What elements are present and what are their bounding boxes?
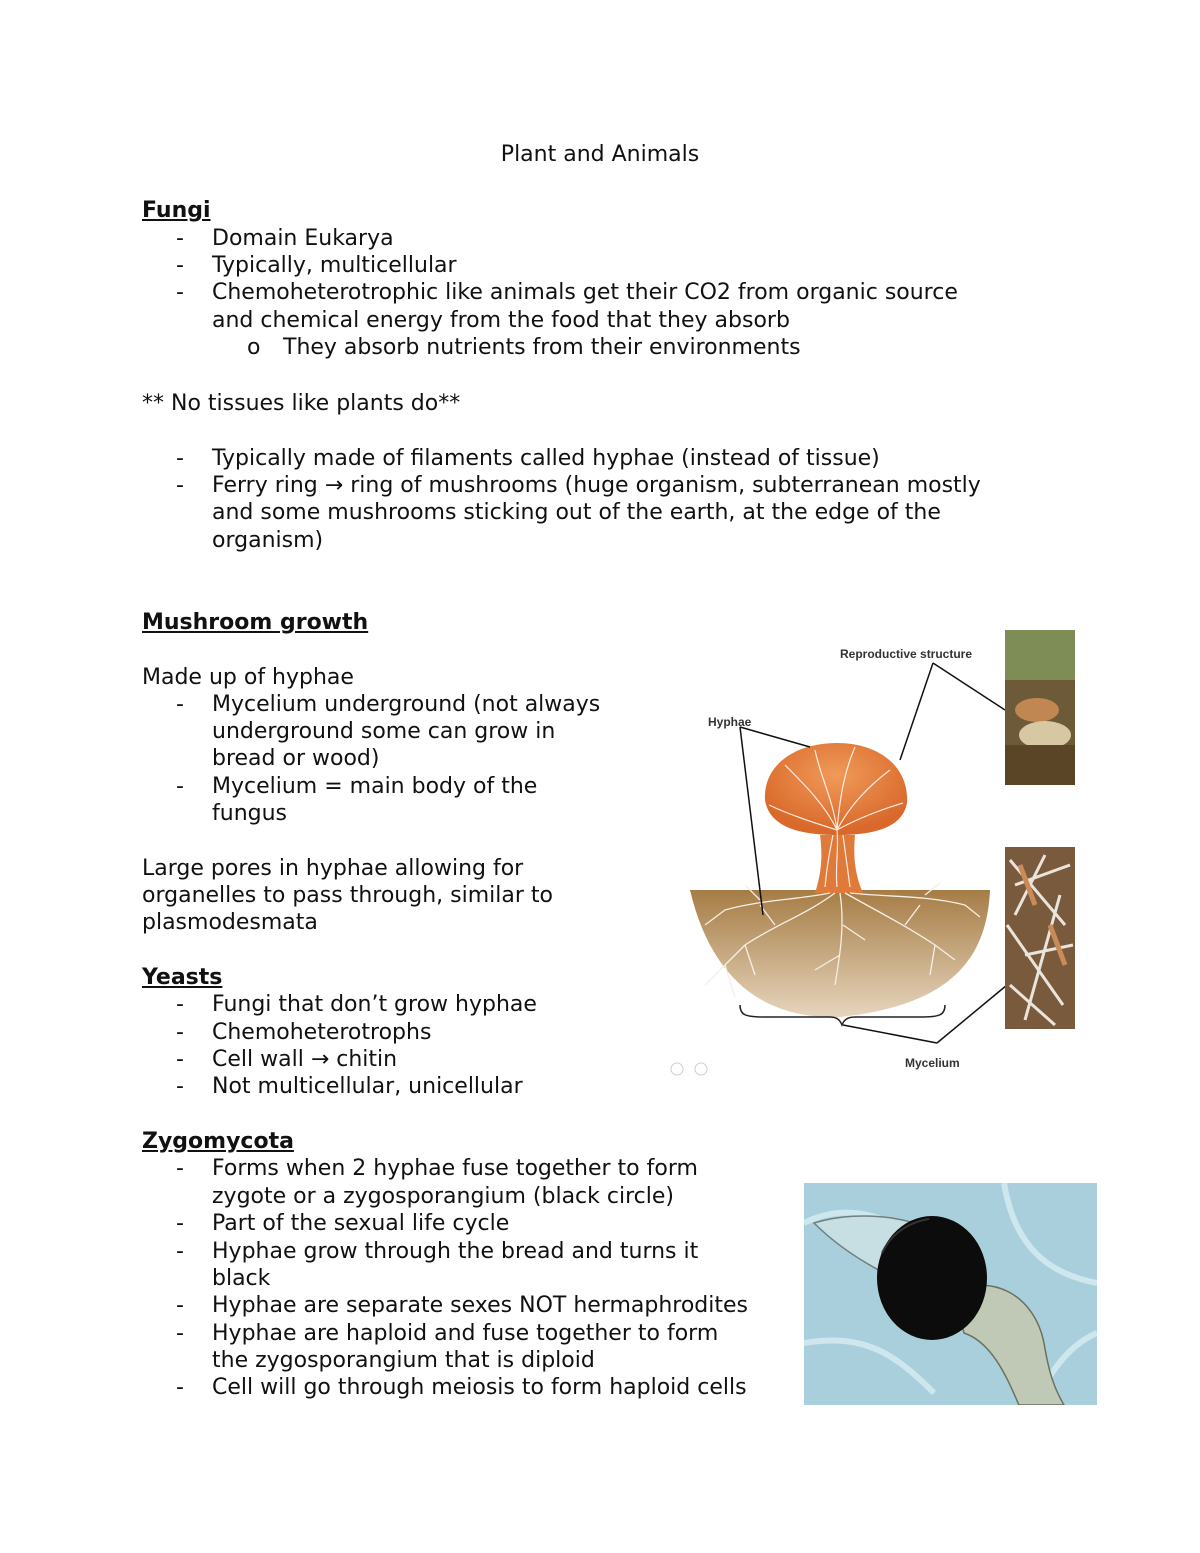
list-item-continued: zygote or a zygosporangium (black circle) [212, 1184, 674, 1209]
list-item: Forms when 2 hyphae fuse together to form [212, 1156, 698, 1181]
list-item-prefix: Ferry ring [212, 473, 318, 498]
sub-bullet: o [247, 335, 261, 360]
mushroom-heading: Mushroom growth [142, 610, 369, 635]
bullet: - [176, 992, 184, 1017]
list-item: Cell will go through meiosis to form haploid cells [212, 1375, 747, 1400]
list-item-continued: the zygosporangium that is diploid [212, 1348, 595, 1373]
bullet: - [176, 253, 184, 278]
label-mycelium: Mycelium [905, 1056, 960, 1070]
paragraph-line: Large pores in hyphae allowing for [142, 856, 524, 881]
bullet: - [176, 1156, 184, 1181]
mushroom-stalk [815, 835, 863, 893]
fungi-heading: Fungi [142, 198, 211, 223]
label-hyphae: Hyphae [708, 715, 752, 729]
list-item-continued: underground some can grow in [212, 719, 556, 744]
zygo-heading: Zygomycota [142, 1129, 294, 1154]
bullet: - [176, 1074, 184, 1099]
list-item: Domain Eukarya [212, 226, 394, 251]
bullet: - [176, 1020, 184, 1045]
photo-reproductive [1005, 630, 1075, 785]
list-item: Hyphae are separate sexes NOT hermaphrodites [212, 1293, 749, 1318]
bullet: - [176, 692, 184, 717]
list-item [212, 472, 981, 500]
mushroom-diagram [665, 625, 1085, 1080]
mushroom-intro: Made up of hyphae [142, 665, 354, 690]
yeasts-heading: Yeasts [142, 965, 223, 990]
list-item: Fungi that don’t grow hyphae [212, 992, 537, 1017]
list-item-continued: bread or wood) [212, 746, 380, 771]
list-item: Not multicellular, unicellular [212, 1074, 523, 1099]
list-item: Chemoheterotrophs [212, 1020, 432, 1045]
page-title: Plant and Animals [500, 142, 700, 167]
list-item-continued: fungus [212, 801, 288, 826]
zygosporangium-photo [804, 1183, 1097, 1405]
list-item: Mycelium underground (not always [212, 692, 601, 717]
bullet: - [176, 1321, 184, 1346]
list-item: Mycelium = main body of the [212, 774, 538, 799]
photo-mycelium [1005, 847, 1075, 1029]
bullet: - [176, 1211, 184, 1236]
list-item-continued: black [212, 1266, 271, 1291]
note: ** No tissues like plants do** [142, 391, 461, 416]
list-item-rest: chitin [336, 1047, 398, 1072]
bullet: - [176, 1047, 184, 1072]
arrow-icon: → [310, 1047, 330, 1072]
list-item: Hyphae grow through the bread and turns it [212, 1239, 699, 1264]
list-item: Hyphae are haploid and fuse together to form [212, 1321, 719, 1346]
bullet: - [176, 280, 184, 305]
list-item: Part of the sexual life cycle [212, 1211, 510, 1236]
label-reproductive-structure: Reproductive structure [840, 647, 973, 661]
list-item-prefix: Cell wall [212, 1047, 304, 1072]
list-item-rest: ring of mushrooms (huge organism, subterranean mostly [350, 473, 981, 498]
bullet: - [176, 226, 184, 251]
list-item: Chemoheterotrophic like animals get their CO2 from organic source [212, 280, 958, 305]
sub-list-item: They absorb nutrients from their environments [283, 335, 801, 360]
bullet: - [176, 1293, 184, 1318]
bullet: - [176, 473, 184, 498]
zygosporangium [877, 1216, 987, 1340]
paragraph-line: plasmodesmata [142, 910, 318, 935]
bullet: - [176, 1239, 184, 1264]
list-item-continued: and some mushrooms sticking out of the earth, at the edge of the [212, 500, 941, 525]
bullet: - [176, 1375, 184, 1400]
list-item-continued: and chemical energy from the food that they absorb [212, 308, 790, 333]
list-item: Typically, multicellular [212, 253, 457, 278]
paragraph-line: organelles to pass through, similar to [142, 883, 553, 908]
zoom-out-icon [695, 1063, 707, 1075]
arrow-icon: → [324, 473, 344, 498]
list-item: Typically made of filaments called hyphae (instead of tissue) [212, 446, 880, 471]
zoom-in-icon [671, 1063, 683, 1075]
bullet: - [176, 774, 184, 799]
list-item [212, 1046, 397, 1074]
bullet: - [176, 446, 184, 471]
list-item-continued: organism) [212, 528, 324, 553]
